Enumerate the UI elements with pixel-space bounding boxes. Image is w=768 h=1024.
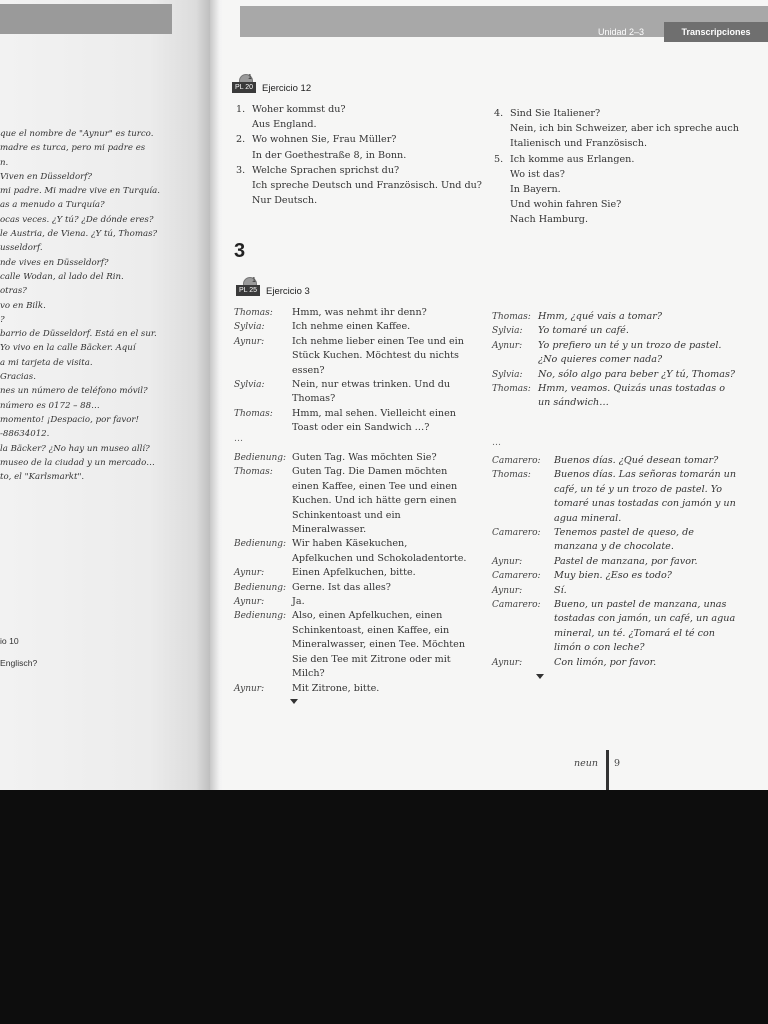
german-dialogue-part-1 (234, 306, 470, 436)
dialogue-line (234, 595, 470, 609)
continue-arrow-icon (536, 674, 544, 679)
unit-label: Unidad 2–3 (598, 27, 645, 37)
dialogue-line (234, 566, 470, 580)
exercise-12-left-column (236, 102, 496, 208)
dialogue-line (492, 310, 740, 324)
speaker-text: Einen Apfelkuchen, bitte. (292, 567, 416, 579)
left-page-line: madre es turca, pero mi padre es (0, 143, 146, 154)
footer-rule (606, 750, 609, 790)
exercise-item (236, 132, 496, 162)
dialogue-line (492, 555, 740, 569)
cd-icon (236, 277, 260, 301)
left-page-line: a mi tarjeta de visita. (0, 357, 93, 368)
speaker-name: Thomas: (234, 467, 273, 478)
left-page-line: as a menudo a Turquía? (0, 200, 105, 211)
left-page-line: museo de la ciudad y un mercado… (0, 457, 155, 468)
speaker-text: Ja. (292, 596, 305, 608)
speaker-text: Buenos días. ¿Qué desean tomar? (554, 455, 719, 466)
section-number: 3 (234, 240, 246, 262)
dialogue-line (234, 537, 470, 566)
dialogue-line (492, 598, 740, 656)
left-footer-question: Englisch? (0, 658, 38, 668)
speaker-name: Sylvia: (492, 326, 523, 337)
speaker-text: Hmm, was nehmt ihr denn? (292, 307, 427, 318)
page-number-word: neun (574, 758, 598, 769)
left-page-line: la Bäcker? ¿No hay un museo allí? (0, 443, 150, 454)
speaker-name: Aynur: (234, 683, 265, 694)
speaker-name: Bedienung: (234, 611, 287, 622)
item-number: 3. (236, 164, 246, 176)
speaker-name: Sylvia: (234, 380, 265, 391)
dialogue-line (234, 451, 470, 465)
speaker-text: Buenos días. Las señoras tomarán un café, un té y un trozo de pastel. Yo tomaré unas tostadas con jamón y un agua mineral. (554, 469, 737, 524)
dialogue-line (234, 306, 470, 320)
item-line: Nur Deutsch. (252, 195, 318, 207)
item-number: 2. (236, 134, 246, 146)
dialogue-line (492, 454, 740, 468)
speaker-text: Sí. (554, 584, 567, 596)
exercise-3-title: Ejercicio 3 (266, 286, 310, 297)
speaker-name: Thomas: (492, 470, 531, 481)
speaker-name: Aynur: (492, 340, 523, 351)
left-page-line: to, el "Karlsmarkt". (0, 472, 85, 483)
section-tab: Transcripciones (664, 22, 768, 42)
left-header-band (0, 4, 172, 34)
speaker-name: Thomas: (492, 312, 531, 322)
exercise-item (236, 102, 496, 132)
item-line: In der Goethestraße 8, in Bonn. (252, 149, 407, 161)
speaker-name: Camarero: (492, 456, 541, 466)
item-line: Sind Sie Italiener? (510, 108, 601, 119)
page-number: 9 (614, 758, 621, 769)
speaker-text: Wir haben Käsekuchen, Apfelkuchen und Schokoladentorte. (292, 538, 467, 564)
item-line: Und wohin fahren Sie? (510, 199, 622, 211)
speaker-text: Muy bien. ¿Eso es todo? (554, 570, 672, 582)
item-line: Welche Sprachen sprichst du? (252, 164, 400, 176)
speaker-text: Mit Zitrone, bitte. (292, 682, 380, 694)
speaker-name: Camarero: (492, 528, 541, 539)
dialogue-line (234, 407, 470, 436)
item-line: Ich spreche Deutsch und Französisch. Und du? (252, 180, 482, 192)
speaker-name: Aynur: (234, 336, 265, 347)
dialogue-line (492, 569, 740, 583)
item-line: Nach Hamburg. (510, 214, 588, 226)
left-page-line: nes un número de teléfono móvil? (0, 386, 148, 397)
item-line: Nein, ich bin Schweizer, aber ich spreche auch (510, 123, 739, 135)
cd-number: 1 (248, 74, 252, 81)
left-page (0, 0, 213, 790)
cd-number: 1 (252, 277, 256, 284)
dialogue-line (492, 324, 740, 338)
left-footer-exercise: io 10 (0, 636, 19, 646)
left-page-line: usseldorf. (0, 243, 43, 254)
dialogue-line (492, 468, 740, 526)
item-line: Italienisch und Französisch. (510, 138, 647, 150)
speaker-text: Guten Tag. Was möchten Sie? (292, 452, 437, 463)
speaker-text: Hmm, veamos. Quizás unas tostadas o un sándwich… (538, 383, 726, 409)
left-page-line: que el nombre de "Aynur" es turco. (0, 129, 154, 139)
speaker-text: Hmm, ¿qué vais a tomar? (538, 311, 662, 322)
dialogue-line (234, 378, 470, 407)
speaker-text: Yo tomaré un café. (538, 325, 629, 337)
item-number: 5. (494, 153, 504, 165)
dialogue-line (492, 339, 740, 368)
speaker-text: Tenemos pastel de queso, de manzana y de chocolate. (554, 527, 694, 553)
left-page-line: nde vives en Düsseldorf? (0, 257, 109, 268)
speaker-name: Camarero: (492, 600, 541, 611)
dialogue-line (492, 526, 740, 555)
speaker-text: Yo prefiero un té y un trozo de pastel. ¿No quieres comer nada? (538, 339, 722, 366)
left-page-line: ocas veces. ¿Y tú? ¿De dónde eres? (0, 214, 154, 225)
item-line: In Bayern. (510, 184, 561, 196)
left-page-line: otras? (0, 286, 27, 297)
left-page-line: Yo vivo en la calle Bäcker. Aquí (0, 343, 136, 354)
speaker-name: Aynur: (492, 657, 523, 668)
speaker-name: Aynur: (492, 585, 523, 596)
speaker-name: Bedienung: (234, 539, 287, 550)
speaker-text: Ich nehme lieber einen Tee und ein Stück Kuchen. Möchtest du nichts essen? (292, 335, 464, 376)
speaker-text: No, sólo algo para beber ¿Y tú, Thomas? (538, 368, 736, 380)
speaker-text: Pastel de manzana, por favor. (554, 555, 698, 567)
ellipsis: … (492, 438, 501, 448)
dialogue-line (492, 584, 740, 598)
speaker-text: Ich nehme einen Kaffee. (292, 321, 411, 333)
left-page-line: número es 0172 – 88… (0, 400, 100, 411)
item-line: Woher kommst du? (252, 104, 346, 115)
dialogue-line (234, 682, 470, 696)
speaker-name: Thomas: (234, 408, 273, 419)
exercise-item (494, 152, 764, 228)
speaker-name: Aynur: (234, 597, 265, 608)
speaker-name: Camarero: (492, 571, 541, 582)
cd-icon (232, 74, 256, 98)
dialogue-line (234, 609, 470, 681)
item-line: Wo wohnen Sie, Frau Müller? (252, 134, 397, 146)
item-number: 1. (236, 104, 246, 115)
left-page-text (0, 127, 200, 484)
left-page-line: Viven en Düsseldorf? (0, 171, 93, 182)
speaker-text: Hmm, mal sehen. Vielleicht einen Toast oder ein Sandwich …? (292, 407, 456, 434)
left-page-line: n. (0, 157, 9, 168)
item-line: Wo ist das? (510, 168, 565, 180)
left-page-line: calle Wodan, al lado del Rin. (0, 271, 124, 282)
speaker-text: Also, einen Apfelkuchen, einen Schinkentoast, einen Kaffee, ein Mineralwasser, einen Tee. Möchten Sie den Tee mit Zitrone oder mit Milch? (292, 610, 466, 680)
cd-track-label: PL 20 (232, 82, 256, 93)
item-line: Aus England. (252, 119, 317, 131)
left-page-line: ? (0, 314, 5, 325)
speaker-name: Thomas: (492, 384, 531, 395)
item-number: 4. (494, 108, 504, 119)
left-page-line: barrio de Düsseldorf. Está en el sur. (0, 329, 157, 340)
speaker-name: Bedienung: (234, 582, 287, 593)
exercise-12-right-column (494, 106, 764, 228)
cd-track-label: PL 25 (236, 285, 260, 296)
spanish-dialogue-part-1 (492, 310, 740, 411)
exercise-item (236, 163, 496, 209)
dialogue-line (234, 335, 470, 378)
speaker-name: Aynur: (234, 568, 265, 579)
speaker-text: Nein, nur etwas trinken. Und du Thomas? (292, 379, 451, 405)
speaker-name: Bedienung: (234, 453, 287, 463)
exercise-item (494, 106, 764, 152)
speaker-text: Gerne. Ist das alles? (292, 581, 391, 593)
dialogue-line (234, 320, 470, 334)
speaker-name: Thomas: (234, 308, 273, 318)
speaker-text: Guten Tag. Die Damen möchten einen Kaffee, einen Tee und einen Kuchen. Und ich hätte gern einen Schinkentoast und ein Mineralwasser. (292, 466, 458, 536)
speaker-text: Con limón, por favor. (554, 656, 657, 668)
dialogue-line (234, 581, 470, 595)
left-page-line: -88634012. (0, 429, 50, 440)
exercise-12-title: Ejercicio 12 (262, 83, 312, 94)
speaker-name: Sylvia: (234, 322, 265, 333)
left-page-line: Gracias. (0, 372, 36, 383)
left-page-line: le Austria, de Viena. ¿Y tú, Thomas? (0, 229, 158, 240)
ellipsis: … (234, 434, 243, 444)
spanish-dialogue-part-2 (492, 454, 740, 670)
speaker-name: Sylvia: (492, 369, 523, 380)
dialogue-line (492, 382, 740, 411)
item-line: Ich komme aus Erlangen. (510, 153, 635, 165)
left-page-line: vo en Bilk. (0, 300, 46, 311)
speaker-name: Aynur: (492, 556, 523, 567)
continue-arrow-icon (290, 699, 298, 704)
dialogue-line (492, 368, 740, 382)
right-page (222, 0, 768, 790)
dialogue-line (492, 656, 740, 670)
speaker-text: Bueno, un pastel de manzana, unas tostadas con jamón, un café, un agua mineral, un té. ¿Tomará el té con limón o con leche? (554, 599, 736, 654)
left-page-line: momento! ¡Despacio, por favor! (0, 414, 139, 425)
left-page-line: mi padre. Mi madre vive en Turquía. (0, 186, 161, 197)
dialogue-line (234, 465, 470, 537)
german-dialogue-part-2 (234, 451, 470, 696)
